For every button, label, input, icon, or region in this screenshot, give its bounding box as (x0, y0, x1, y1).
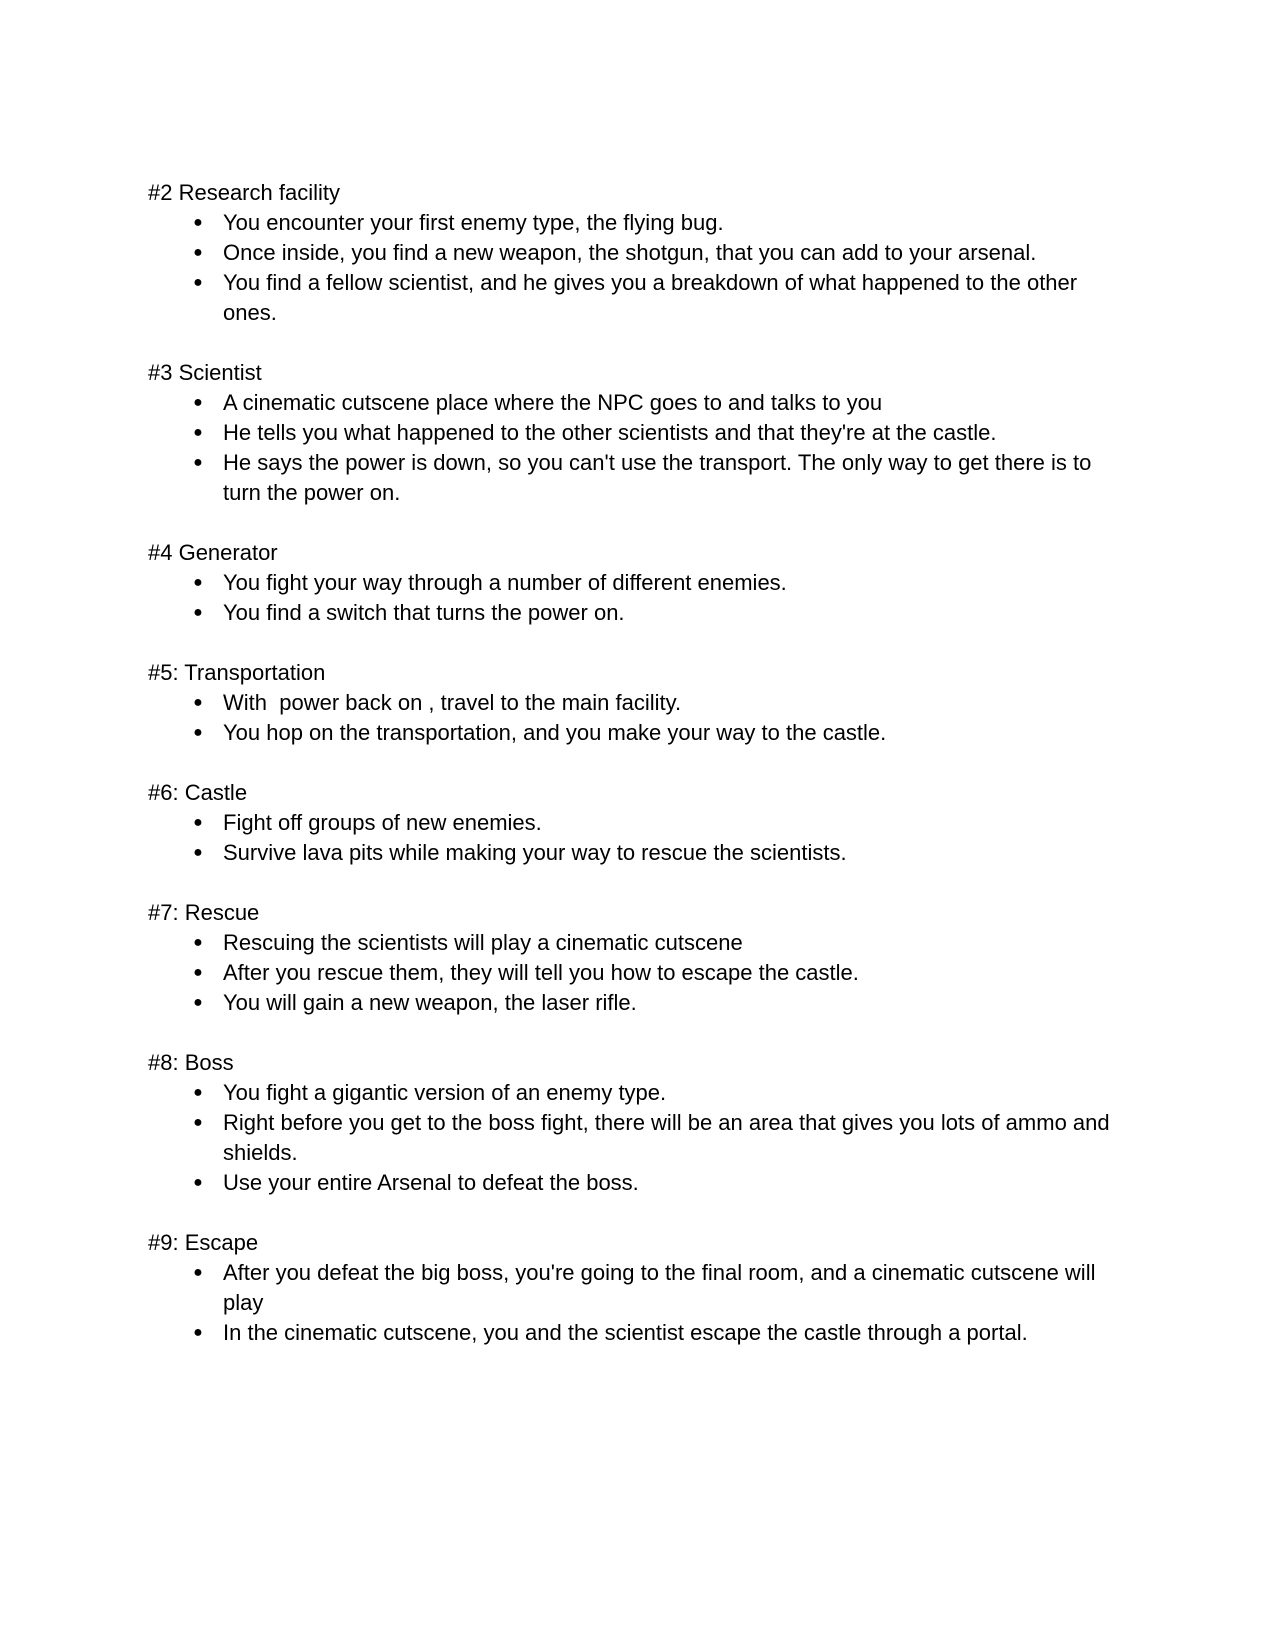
list-item-text: Rescuing the scientists will play a cinematic cutscene (223, 930, 743, 955)
list-item-text: He tells you what happened to the other scientists and that they're at the castle. (223, 420, 997, 445)
section-heading: #4 Generator (148, 540, 278, 565)
bullet-icon: ● (193, 274, 203, 291)
list-item-text: You fight a gigantic version of an enemy type. (223, 1080, 667, 1105)
list-item (148, 568, 1128, 598)
list-item (148, 688, 1128, 718)
bullet-icon: ● (193, 1324, 203, 1341)
list-item (148, 988, 1128, 1018)
bullet-icon: ● (193, 724, 203, 741)
section-heading: #2 Research facility (148, 180, 340, 205)
list-item-text: You fight your way through a number of different enemies. (223, 570, 787, 595)
list-item (148, 1078, 1128, 1108)
list-item (148, 958, 1128, 988)
bullet-icon: ● (193, 214, 203, 231)
list-item-text: Fight off groups of new enemies. (223, 810, 542, 835)
bullet-list (148, 928, 1128, 1018)
list-item (148, 1108, 1128, 1168)
bullet-icon: ● (193, 964, 203, 981)
bullet-list (148, 1078, 1128, 1198)
bullet-icon: ● (193, 1174, 203, 1191)
bullet-icon: ● (193, 994, 203, 1011)
bullet-icon: ● (193, 1114, 203, 1131)
section-scientist (148, 358, 1128, 508)
list-item-text: You find a fellow scientist, and he gives you a breakdown of what happened to the other ones. (223, 270, 1078, 325)
section-heading: #6: Castle (148, 780, 248, 805)
bullet-list (148, 1258, 1128, 1348)
bullet-icon: ● (193, 424, 203, 441)
bullet-icon: ● (193, 604, 203, 621)
list-item (148, 238, 1128, 268)
list-item (148, 388, 1128, 418)
list-item-text: After you rescue them, they will tell you how to escape the castle. (223, 960, 859, 985)
list-item (148, 418, 1128, 448)
bullet-icon: ● (193, 1264, 203, 1281)
bullet-icon: ● (193, 844, 203, 861)
section-heading: #3 Scientist (148, 360, 262, 385)
bullet-icon: ● (193, 814, 203, 831)
list-item (148, 208, 1128, 238)
list-item (148, 1258, 1128, 1318)
bullet-icon: ● (193, 454, 203, 471)
section-heading: #9: Escape (148, 1230, 259, 1255)
document-page (148, 178, 1128, 1378)
list-item-text: Use your entire Arsenal to defeat the boss. (223, 1170, 639, 1195)
list-item-text: In the cinematic cutscene, you and the scientist escape the castle through a portal. (223, 1320, 1028, 1345)
list-item (148, 598, 1128, 628)
bullet-icon: ● (193, 1084, 203, 1101)
list-item-text: After you defeat the big boss, you're going to the final room, and a cinematic cutscene will play (223, 1260, 1096, 1315)
bullet-icon: ● (193, 694, 203, 711)
bullet-icon: ● (193, 394, 203, 411)
list-item-text: Survive lava pits while making your way to rescue the scientists. (223, 840, 847, 865)
bullet-icon: ● (193, 574, 203, 591)
list-item-text: Once inside, you find a new weapon, the shotgun, that you can add to your arsenal. (223, 240, 1037, 265)
bullet-list (148, 208, 1128, 328)
list-item (148, 448, 1128, 508)
list-item-text: You find a switch that turns the power on. (223, 600, 625, 625)
list-item-text: You encounter your first enemy type, the flying bug. (223, 210, 724, 235)
list-item (148, 838, 1128, 868)
list-item-text: A cinematic cutscene place where the NPC goes to and talks to you (223, 390, 883, 415)
section-generator (148, 538, 1128, 628)
bullet-list (148, 688, 1128, 748)
section-heading: #8: Boss (148, 1050, 234, 1075)
list-item (148, 718, 1128, 748)
list-item-text: He says the power is down, so you can't use the transport. The only way to get there is to turn the power on. (223, 450, 1092, 505)
list-item-text: With power back on , travel to the main facility. (223, 690, 682, 715)
list-item (148, 1318, 1128, 1348)
section-heading: #7: Rescue (148, 900, 260, 925)
bullet-icon: ● (193, 934, 203, 951)
list-item (148, 268, 1128, 328)
list-item (148, 928, 1128, 958)
section-research-facility (148, 178, 1128, 328)
section-escape (148, 1228, 1128, 1348)
section-transportation (148, 658, 1128, 748)
bullet-icon: ● (193, 244, 203, 261)
section-castle (148, 778, 1128, 868)
section-rescue (148, 898, 1128, 1018)
bullet-list (148, 808, 1128, 868)
list-item (148, 808, 1128, 838)
section-boss (148, 1048, 1128, 1198)
bullet-list (148, 388, 1128, 508)
list-item-text: You will gain a new weapon, the laser rifle. (223, 990, 637, 1015)
list-item-text: Right before you get to the boss fight, there will be an area that gives you lots of ammo and shields. (223, 1110, 1110, 1165)
list-item (148, 1168, 1128, 1198)
bullet-list (148, 568, 1128, 628)
section-heading: #5: Transportation (148, 660, 326, 685)
list-item-text: You hop on the transportation, and you make your way to the castle. (223, 720, 887, 745)
